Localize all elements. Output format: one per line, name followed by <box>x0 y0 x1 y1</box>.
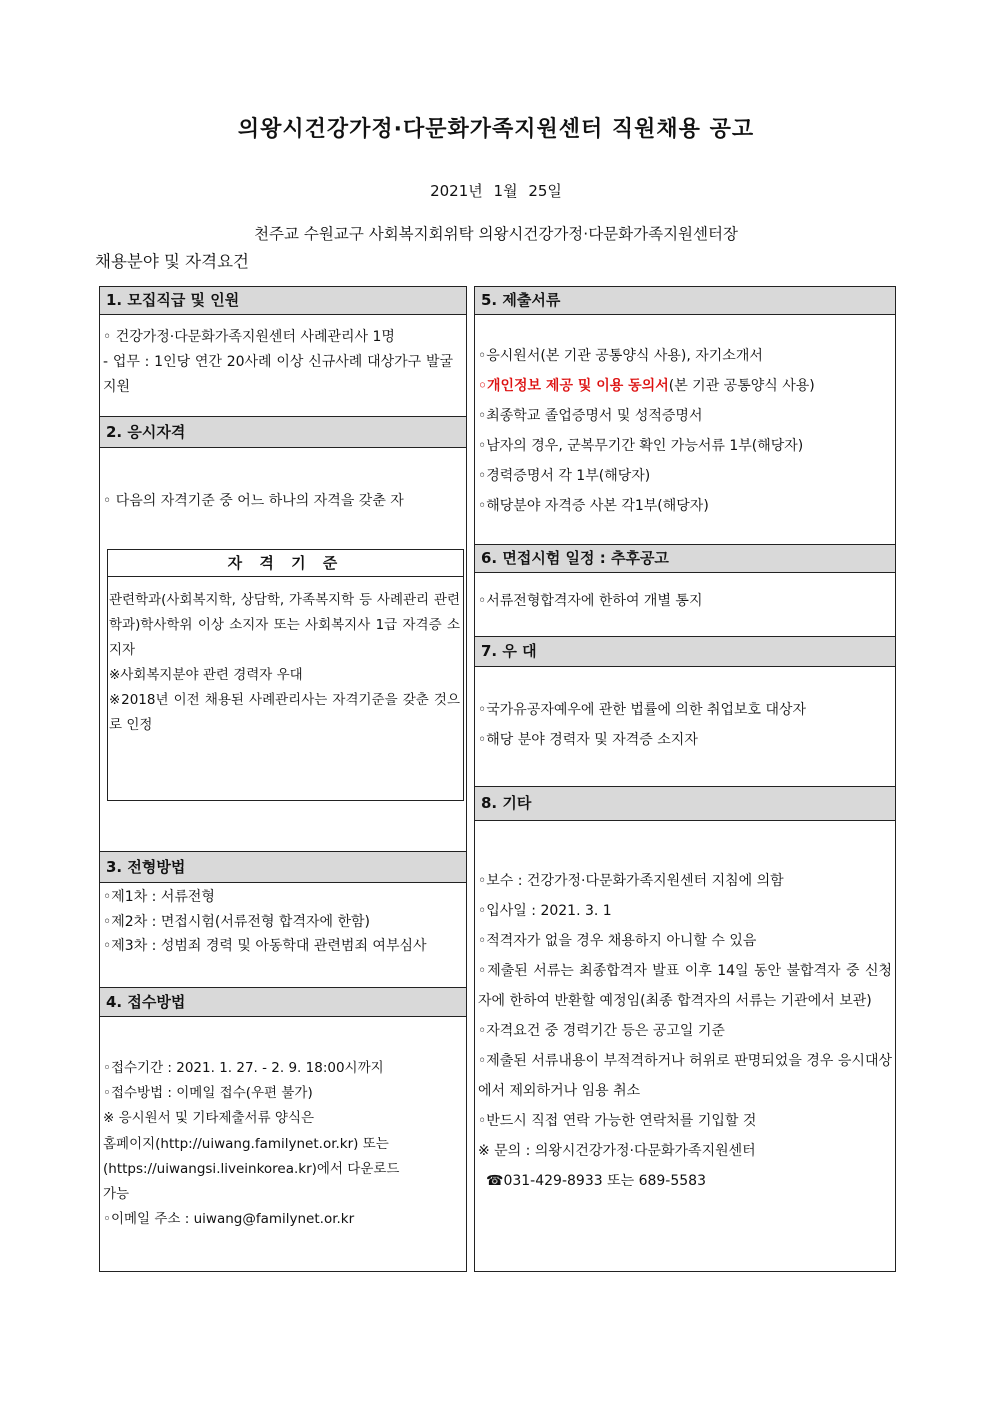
section-4-item-3: ※ 응시원서 및 기타제출서류 양식은 <box>103 1110 315 1127</box>
criteria-list <box>109 588 460 738</box>
section-3-item-3: ◦제3차 : 성범죄 경력 및 아동학대 관련범죄 여부심사 <box>103 938 427 954</box>
criteria-item-2: ※사회복지분야 관련 경력자 우대 <box>109 667 303 683</box>
right-column <box>474 286 896 1272</box>
section-5-item-3: ◦최종학교 졸업증명서 및 성적증명서 <box>478 408 703 424</box>
section-7-heading: 7. 우 대 <box>475 636 895 667</box>
left-column <box>99 286 467 1272</box>
section-6-heading: 6. 면접시험 일정 : 추후공고 <box>475 544 895 573</box>
section-2-intro: ◦ 다음의 자격기준 중 어느 하나의 자격을 갖춘 자 <box>103 493 404 509</box>
section-8-item-8: ※ 문의 : 의왕시건강가정·다문화가족지원센터 <box>478 1143 756 1159</box>
section-3-body <box>103 885 461 959</box>
phone-line <box>478 1166 892 1196</box>
section-2-heading: 2. 응시자격 <box>100 416 466 448</box>
criteria-item-3: ※2018년 이전 채용된 사례관리사는 자격기준을 갖춘 것으로 인정 <box>109 692 460 733</box>
section-7-body <box>478 695 893 755</box>
section-8-item-3: ◦적격자가 없을 경우 채용하지 아니할 수 있음 <box>478 933 757 949</box>
section-8-item-1: ◦보수 : 건강가정·다문화가족지원센터 지침에 의함 <box>478 873 784 889</box>
criteria-box <box>107 549 464 801</box>
section-5-item-5: ◦경력증명서 각 1부(해당자) <box>478 468 651 484</box>
section-5-heading: 5. 제출서류 <box>475 287 895 315</box>
section-5-item-4: ◦남자의 경우, 군복무기간 확인 가능서류 1부(해당자) <box>478 438 804 454</box>
email-address[interactable]: ◦이메일 주소 : uiwang@familynet.or.kr <box>103 1211 355 1228</box>
section-8-item-5: ◦자격요건 중 경력기간 등은 공고일 기준 <box>478 1023 725 1039</box>
section-5-item-6: ◦해당분야 자격증 사본 각1부(해당자) <box>478 498 709 514</box>
section-4-item-1: ◦접수기간 : 2021. 1. 27. - 2. 9. 18:00시까지 <box>103 1060 384 1076</box>
criteria-item-1: 관련학과(사회복지학, 상담학, 가족복지학 등 사례관리 관련 학과)학사학위 이상 소지자 또는 사회복지사 1급 자격증 소지자 <box>109 592 460 658</box>
section-7-item-1: ◦국가유공자예우에 관한 법률에 의한 취업보호 대상자 <box>478 702 807 718</box>
phone-number[interactable]: 031-429-8933 또는 689-5583 <box>503 1173 706 1189</box>
section-5-item-2-rest: (본 기관 공통양식 사용) <box>668 378 815 394</box>
section-7-item-2: ◦해당 분야 경력자 및 자격증 소지자 <box>478 732 698 748</box>
issuer: 천주교 수원교구 사회복지회위탁 의왕시건강가정·다문화가족지원센터장 <box>254 225 738 243</box>
announcement-date: 2021년 1월 25일 <box>430 182 562 200</box>
homepage-link-2[interactable]: (https://uiwangsi.liveinkorea.kr)에서 다운로드 <box>103 1160 400 1177</box>
section-subheading: 채용분야 및 자격요건 <box>95 252 249 271</box>
section-1-line1: ◦ 건강가정·다문화가족지원센터 사례관리사 1명 <box>103 329 395 345</box>
section-3-heading: 3. 전형방법 <box>100 851 466 883</box>
privacy-consent-form: ◦개인정보 제공 및 이용 동의서 <box>478 378 669 394</box>
phone-icon: ☎ <box>486 1173 504 1189</box>
section-5-item-1: ◦응시원서(본 기관 공통양식 사용), 자기소개서 <box>478 348 763 364</box>
section-8-item-7: ◦반드시 직접 연락 가능한 연락처를 기입할 것 <box>478 1113 757 1129</box>
page-title: 의왕시건강가정·다문화가족지원센터 직원채용 공고 <box>237 117 755 142</box>
section-5-item-2 <box>478 371 893 401</box>
section-5-body <box>478 341 893 521</box>
section-3-item-1: ◦제1차 : 서류전형 <box>103 889 215 905</box>
section-1-heading: 1. 모집직급 및 인원 <box>100 287 466 315</box>
homepage-link-1[interactable]: 홈페이지(http://uiwang.familynet.or.kr) 또는 <box>103 1135 389 1152</box>
section-8-item-4: ◦제출된 서류는 최종합격자 발표 이후 14일 동안 불합격자 중 신청자에 한하여 반환할 예정임(최종 합격자의 서류는 기관에서 보관) <box>478 963 892 1009</box>
section-4-body <box>103 1056 463 1232</box>
criteria-heading: 자 격 기 준 <box>108 550 463 577</box>
section-1-line2: - 업무 : 1인당 연간 20사례 이상 신규사례 대상가구 발굴 지원 <box>103 354 453 395</box>
section-8-body <box>478 866 892 1196</box>
section-4-item-2: ◦접수방법 : 이메일 접수(우편 불가) <box>103 1085 313 1102</box>
section-6-item-1: ◦서류전형합격자에 한하여 개별 통지 <box>478 593 703 609</box>
section-3-item-2: ◦제2차 : 면접시험(서류전형 합격자에 한함) <box>103 913 370 930</box>
section-4-heading: 4. 접수방법 <box>100 987 466 1017</box>
section-4-item-6: 가능 <box>103 1186 130 1203</box>
section-8-heading: 8. 기타 <box>475 786 895 821</box>
section-8-item-6: ◦제출된 서류내용이 부적격하거나 허위로 판명되었을 경우 응시대상에서 제외하거나 임용 취소 <box>478 1053 892 1099</box>
section-8-item-2: ◦입사일 : 2021. 3. 1 <box>478 903 612 919</box>
section-1-body <box>103 325 453 400</box>
